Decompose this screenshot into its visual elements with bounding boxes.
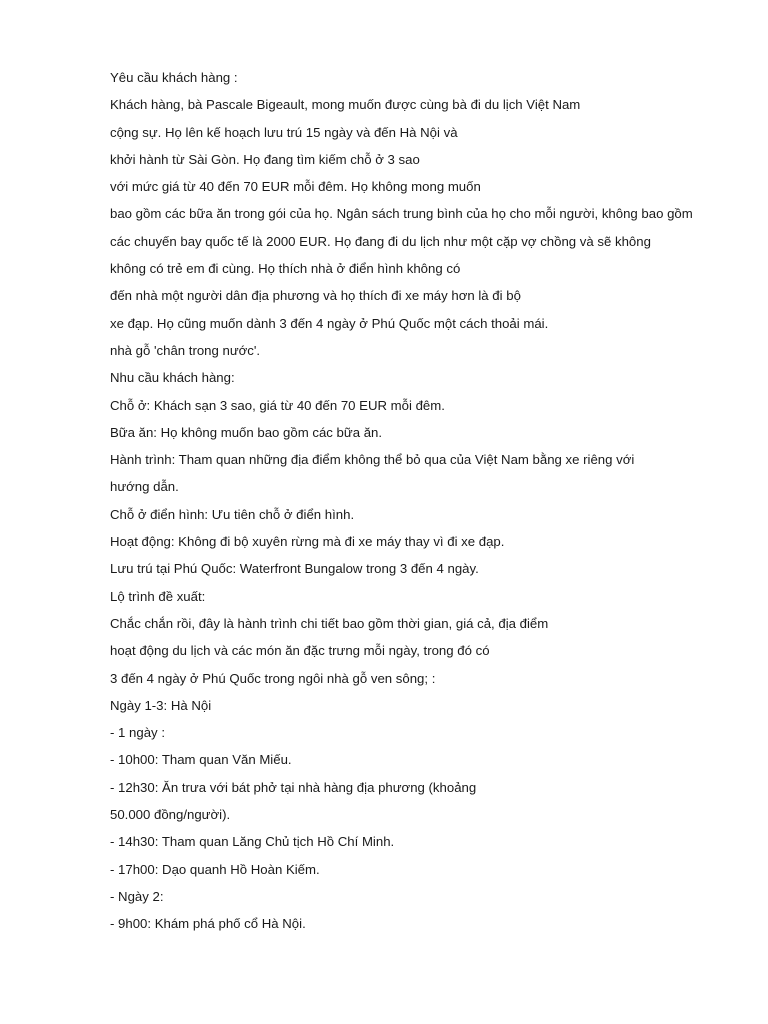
text-line: xe đạp. Họ cũng muốn dành 3 đến 4 ngày ở Phú Quốc một cách thoải mái. [110,315,549,331]
text-line: nhà gỗ 'chân trong nước'. [110,342,261,358]
text-line: bao gồm các bữa ăn trong gói của họ. Ngân sách trung bình của họ cho mỗi người, không bao gồm [110,206,693,222]
text-line: 50.000 đồng/người). [110,807,231,823]
text-line: 3 đến 4 ngày ở Phú Quốc trong ngôi nhà gỗ ven sông; : [110,670,436,686]
text-line: Hoạt động: Không đi bộ xuyên rừng mà đi xe máy thay vì đi xe đạp. [110,534,505,550]
text-line: Lộ trình đề xuất: [110,588,206,604]
text-line: khởi hành từ Sài Gòn. Họ đang tìm kiếm chỗ ở 3 sao [110,151,420,167]
text-line: Yêu cầu khách hàng : [110,70,238,85]
text-line: đến nhà một người dân địa phương và họ thích đi xe máy hơn là đi bộ [110,288,521,304]
text-line: - 17h00: Dạo quanh Hồ Hoàn Kiếm. [110,861,320,877]
text-line: Chỗ ở: Khách sạn 3 sao, giá từ 40 đến 70 EUR mỗi đêm. [110,397,445,413]
text-line: - 12h30: Ăn trưa với bát phở tại nhà hàng địa phương (khoảng [110,779,477,795]
text-line: Chắc chắn rồi, đây là hành trình chi tiết bao gồm thời gian, giá cả, địa điểm [110,615,549,631]
text-line: - 14h30: Tham quan Lăng Chủ tịch Hồ Chí Minh. [110,834,395,850]
text-line: Hành trình: Tham quan những địa điểm không thể bỏ qua của Việt Nam bằng xe riêng với [110,452,635,468]
text-line: không có trẻ em đi cùng. Họ thích nhà ở điển hình không có [110,261,461,277]
text-line: hoạt động du lịch và các món ăn đặc trưng mỗi ngày, trong đó có [110,643,490,659]
text-line: - 1 ngày : [110,725,165,741]
text-line: với mức giá từ 40 đến 70 EUR mỗi đêm. Họ không mong muốn [110,179,481,195]
text-line: Bữa ăn: Họ không muốn bao gồm các bữa ăn. [110,424,383,440]
text-line: hướng dẫn. [110,479,179,495]
text-line: Ngày 1-3: Hà Nội [110,697,212,713]
text-line: cộng sự. Họ lên kế hoạch lưu trú 15 ngày và đến Hà Nội và [110,124,458,140]
document-page [110,64,730,938]
text-line: - 9h00: Khám phá phố cổ Hà Nội. [110,916,306,932]
text-line: Khách hàng, bà Pascale Bigeault, mong muốn được cùng bà đi du lịch Việt Nam [110,97,581,113]
text-line: các chuyến bay quốc tế là 2000 EUR. Họ đang đi du lịch như một cặp vợ chồng và sẽ không [110,233,651,249]
text-line: - Ngày 2: [110,888,164,904]
text-line: Lưu trú tại Phú Quốc: Waterfront Bungalow trong 3 đến 4 ngày. [110,561,479,577]
text-line: Chỗ ở điển hình: Ưu tiên chỗ ở điển hình. [110,506,355,522]
text-line: - 10h00: Tham quan Văn Miếu. [110,752,292,768]
text-line: Nhu cầu khách hàng: [110,370,235,386]
